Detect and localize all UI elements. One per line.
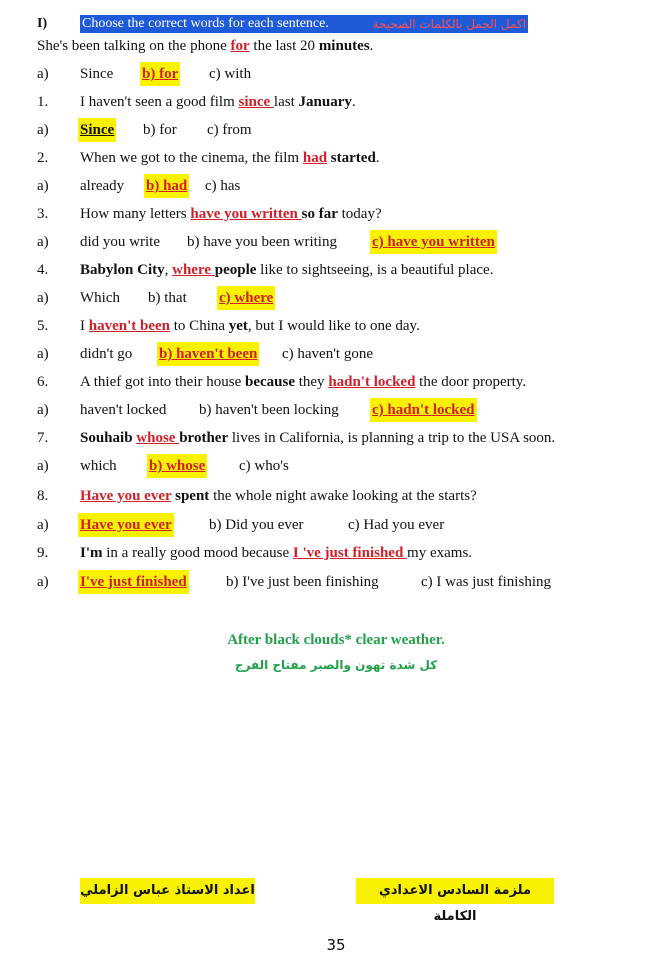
- question-number: 6.: [37, 374, 49, 390]
- example-option-b: b) for: [140, 62, 180, 86]
- question-row: [0, 541, 672, 565]
- example-sentence: [0, 34, 672, 58]
- choice-label: a): [37, 517, 49, 533]
- question-text: A thief got into their house: [80, 374, 245, 390]
- question-text: my exams.: [407, 545, 473, 561]
- question-answer: I 've just finished: [292, 545, 408, 561]
- question-text: they: [294, 374, 329, 390]
- option-a: didn't go: [80, 346, 133, 362]
- question-answer: whose: [136, 430, 180, 446]
- option-c: c) Had you ever: [348, 517, 445, 533]
- option-c: c) where: [217, 286, 275, 310]
- option-c: c) from: [207, 122, 252, 138]
- example-text-mid: the last 20: [249, 38, 319, 54]
- option-a: I've just finished: [78, 570, 189, 594]
- question-keyword: brother: [179, 430, 229, 446]
- question-number: 4.: [37, 262, 49, 278]
- proverb-arabic: كل شدة تهون والصبر مفتاح الفرج: [234, 658, 438, 672]
- option-a: Have you ever: [78, 513, 174, 537]
- question-text: .: [351, 94, 356, 110]
- option-b: b) for: [143, 122, 177, 138]
- option-a: already: [80, 178, 125, 194]
- option-a: which: [80, 458, 117, 474]
- option-c: c) have you written: [370, 230, 497, 254]
- footer-author: اعداد الاستاذ عباس الزاملي: [80, 883, 255, 898]
- question-text: lives in California, is planning a trip to the USA soon.: [228, 430, 556, 446]
- question-keyword: January: [298, 94, 352, 110]
- option-a: haven't locked: [80, 402, 167, 418]
- question-text: I haven't seen a good film: [80, 94, 239, 110]
- option-a: Which: [80, 290, 120, 306]
- question-number: 7.: [37, 430, 49, 446]
- question-text: How many letters: [80, 206, 191, 222]
- question-keyword: because: [244, 374, 295, 390]
- question-row: [0, 484, 672, 508]
- question-keyword: yet: [228, 318, 248, 334]
- example-answer: for: [230, 38, 250, 54]
- question-keyword: so far: [301, 206, 338, 222]
- example-bold: minutes: [318, 38, 370, 54]
- option-b: b) haven't been locking: [199, 402, 339, 418]
- question-text: , but I would like to one day.: [247, 318, 420, 334]
- choices-row: [0, 398, 672, 422]
- example-choices: [0, 62, 672, 86]
- footer-booklet-title: ملزمة السادس الاعدادي الكاملة: [378, 883, 532, 924]
- option-c: c) hadn't locked: [370, 398, 477, 422]
- option-c: c) I was just finishing: [421, 574, 551, 590]
- question-number: 2.: [37, 150, 49, 166]
- option-b: b) Did you ever: [209, 517, 304, 533]
- question-answer: hadn't locked: [328, 374, 416, 390]
- proverb-english: After black clouds* clear weather.: [227, 632, 445, 648]
- choice-label: a): [37, 122, 49, 138]
- option-c: c) haven't gone: [282, 346, 373, 362]
- choice-label: a): [37, 458, 49, 474]
- question-number: 1.: [37, 94, 49, 110]
- choices-row: [0, 286, 672, 310]
- question-row: [0, 202, 672, 226]
- question-text: like to sightseeing, is a beautiful place.: [256, 262, 494, 278]
- question-text: the whole night awake looking at the starts?: [209, 488, 477, 504]
- example-text-post: .: [369, 38, 374, 54]
- question-answer: Have you ever: [80, 488, 172, 504]
- choice-label: a): [37, 290, 49, 306]
- question-text: to China: [170, 318, 229, 334]
- option-b: b) that: [148, 290, 187, 306]
- question-keyword: I'm: [80, 545, 103, 561]
- choices-row: [0, 454, 672, 478]
- question-answer: had: [302, 150, 328, 166]
- question-row: [0, 90, 672, 114]
- example-option-a: Since: [80, 66, 114, 82]
- choice-label: a): [37, 574, 49, 590]
- question-text: .: [375, 150, 380, 166]
- choices-row: [0, 230, 672, 254]
- question-text: the door property.: [415, 374, 527, 390]
- question-text: in a really good mood because: [102, 545, 293, 561]
- choice-label: a): [37, 346, 49, 362]
- choice-label: a): [37, 66, 49, 82]
- choices-row: [0, 513, 672, 537]
- question-text: ,: [164, 262, 173, 278]
- question-answer: where: [172, 262, 215, 278]
- exercise-header: [0, 12, 672, 36]
- question-answer: since: [238, 94, 274, 110]
- question-keyword: Babylon City: [80, 262, 165, 278]
- question-text: I: [80, 318, 89, 334]
- question-text: last: [273, 94, 299, 110]
- option-a: Since: [78, 118, 116, 142]
- option-a: did you write: [80, 234, 160, 250]
- question-row: [0, 258, 672, 282]
- question-keyword: people: [214, 262, 257, 278]
- option-b: b) have you been writing: [187, 234, 337, 250]
- question-keyword: Souhaib: [80, 430, 133, 446]
- choices-row: [0, 342, 672, 366]
- option-b: b) had: [144, 174, 189, 198]
- question-answer: have you written: [190, 206, 302, 222]
- exercise-number: I): [37, 16, 48, 31]
- choices-row: [0, 570, 672, 594]
- option-b: b) whose: [147, 454, 207, 478]
- question-row: [0, 146, 672, 170]
- question-number: 8.: [37, 488, 49, 504]
- instruction-arabic: اكمل الجمل بالكلمات الصحيحة: [372, 17, 526, 31]
- question-text: today?: [337, 206, 382, 222]
- question-keyword: started: [330, 150, 376, 166]
- question-number: 3.: [37, 206, 49, 222]
- option-c: c) who's: [239, 458, 289, 474]
- choices-row: [0, 118, 672, 142]
- question-answer: haven't been: [88, 318, 171, 334]
- option-b: b) haven't been: [157, 342, 259, 366]
- page-number: 35: [326, 936, 346, 954]
- question-number: 9.: [37, 545, 49, 561]
- question-keyword: spent: [171, 488, 210, 504]
- question-text: When we got to the cinema, the film: [80, 150, 303, 166]
- question-row: [0, 314, 672, 338]
- question-row: [0, 426, 672, 450]
- instruction-english: Choose the correct words for each sentence.: [82, 16, 329, 31]
- example-option-c: c) with: [209, 66, 252, 82]
- option-c: c) has: [205, 178, 241, 194]
- example-text-pre: She's been talking on the phone: [37, 38, 231, 54]
- question-row: [0, 370, 672, 394]
- choices-row: [0, 174, 672, 198]
- question-number: 5.: [37, 318, 49, 334]
- option-b: b) I've just been finishing: [226, 574, 379, 590]
- choice-label: a): [37, 402, 49, 418]
- choice-label: a): [37, 234, 49, 250]
- choice-label: a): [37, 178, 49, 194]
